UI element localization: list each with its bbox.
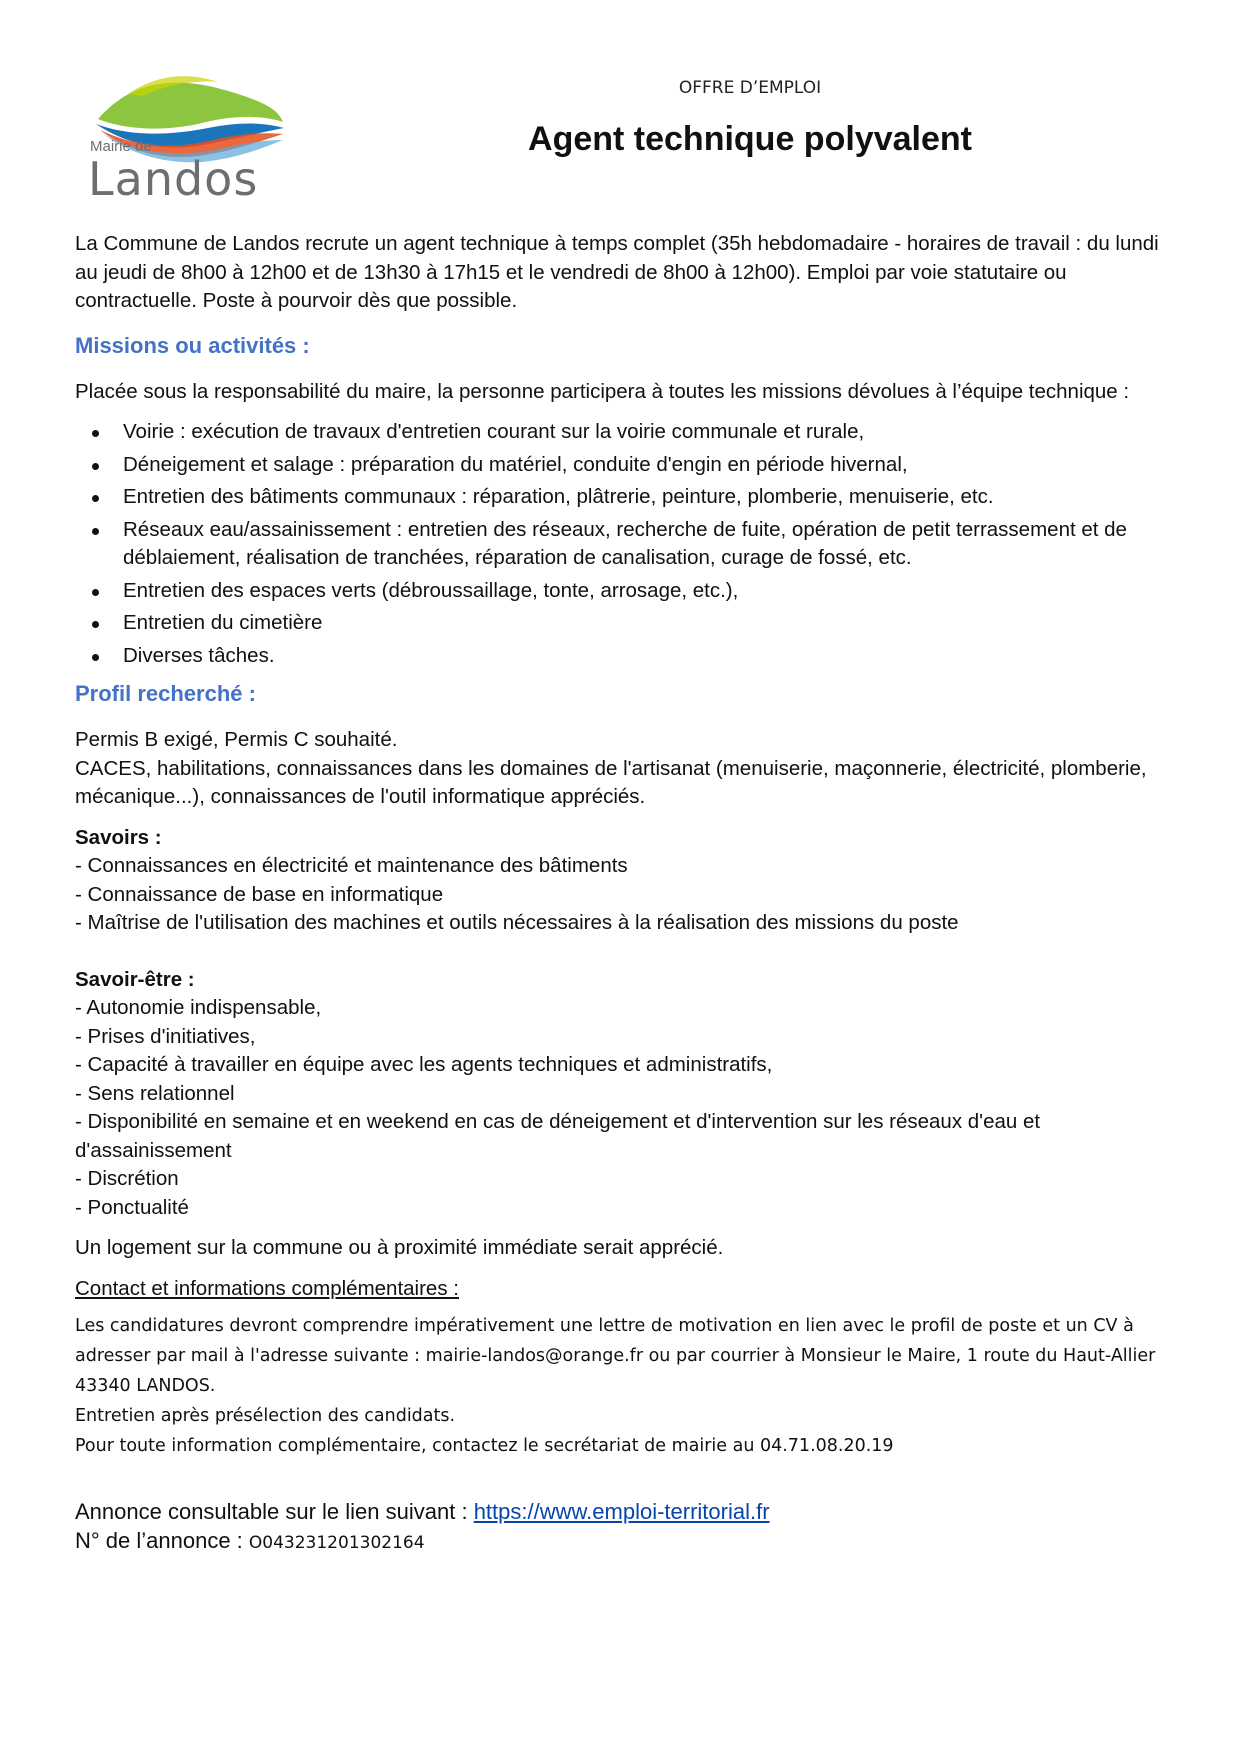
savoir-etre-item: - Prises d'initiatives, (75, 1024, 256, 1048)
list-item (75, 577, 1175, 606)
savoirs-item: - Connaissances en électricité et maintenance des bâtiments (75, 854, 628, 877)
footer (75, 1497, 1175, 1558)
contact-details (75, 1311, 1175, 1461)
list-item-text: Entretien des bâtiments communaux : réparation, plâtrerie, peinture, plomberie, menuiserie, etc. (123, 485, 994, 508)
profil-line-1: Permis B exigé, Permis C souhaité. (75, 728, 398, 751)
bullet-icon (92, 621, 99, 628)
annonce-line (75, 1497, 1175, 1526)
savoir-etre-item: - Capacité à travailler en équipe avec les agents techniques et administratifs, (75, 1053, 773, 1076)
savoir-etre-item: - Sens relationnel (75, 1081, 235, 1105)
savoirs-item: - Maîtrise de l'utilisation des machines et outils nécessaires à la réalisation des missions du poste (75, 911, 959, 934)
missions-heading: Missions ou activités : (75, 332, 310, 358)
bullet-icon (92, 528, 99, 535)
list-item-text: Réseaux eau/assainissement : entretien des réseaux, recherche de fuite, opération de petit terrassement et de déblaiement, réalisation de tranchées, réparation de canalisation, curage de fossé, etc. (123, 517, 1127, 569)
list-item (75, 516, 1175, 573)
list-item-text: Diverses tâches. (123, 643, 275, 667)
savoir-etre-item: - Ponctualité (75, 1195, 189, 1219)
list-item-text: Entretien du cimetière (123, 611, 323, 634)
list-item (75, 418, 1175, 447)
list-item (75, 609, 1175, 638)
logo-text-mairie: Mairie de (90, 138, 152, 155)
annonce-link[interactable]: https://www.emploi-territorial.fr (473, 1499, 770, 1524)
reference-number: O043231201302164 (248, 1533, 425, 1553)
bullet-icon (92, 430, 99, 437)
bullet-icon (92, 589, 99, 596)
profil-heading: Profil recherché : (75, 681, 256, 706)
savoir-etre-item: - Autonomie indispensable, (75, 996, 322, 1019)
savoir-etre-label: Savoir-être : (75, 967, 195, 991)
savoirs-item: - Connaissance de base en informatique (75, 882, 444, 906)
annonce-label: Annonce consultable sur le lien suivant : (75, 1499, 474, 1524)
contact-line: Entretien après présélection des candidats. (75, 1406, 456, 1426)
list-item-text: Voirie : exécution de travaux d'entretien courant sur la voirie communale et rurale, (123, 420, 865, 443)
bullet-icon (92, 495, 99, 502)
missions-lead: Placée sous la responsabilité du maire, la personne participera à toutes les missions dévolues à l’équipe technique : (75, 379, 1130, 403)
savoir-etre-item: - Discrétion (75, 1167, 179, 1190)
list-item-text: Entretien des espaces verts (débroussaillage, tonte, arrosage, etc.), (123, 578, 739, 602)
bullet-icon (92, 463, 99, 470)
bullet-icon (92, 654, 99, 661)
page-title: Agent technique polyvalent (528, 120, 972, 158)
reference-label: N° de l’annonce : (75, 1528, 249, 1553)
list-item-text: Déneigement et salage : préparation du matériel, conduite d'engin en période hivernal, (123, 452, 908, 476)
savoirs-label: Savoirs : (75, 825, 162, 849)
document-body (75, 230, 1175, 1558)
reference-line (75, 1526, 1175, 1558)
missions-list (75, 418, 1175, 670)
intro-paragraph: La Commune de Landos recrute un agent technique à temps complet (35h hebdomadaire - horaires de travail : du lundi au jeudi de 8h00 à 12h00 et de 13h30 à 17h15 et le vendredi de 8h00 à 12h00). Emploi par voie statutaire ou contractuelle. Poste à pourvoir dès que possible. (75, 232, 1159, 312)
contact-heading: Contact et informations complémentaires : (75, 1276, 459, 1300)
savoir-etre-item: - Disponibilité en semaine et en weekend en cas de déneigement et d'intervention sur les réseaux d'eau et d'assainissement (75, 1110, 1041, 1162)
list-item (75, 483, 1175, 512)
logement-note: Un logement sur la commune ou à proximité immédiate serait apprécié. (75, 1236, 724, 1259)
contact-line: Les candidatures devront comprendre impérativement une lettre de motivation en lien avec le profil de poste et un CV à adresser par mail à l'adresse suivante : mairie-landos@orange.fr ou par courrier à Monsieur le Maire, 1 route du Haut-Allier 43340 LANDOS. (75, 1316, 1156, 1396)
profil-line-2: CACES, habilitations, connaissances dans les domaines de l'artisanat (menuiserie, maçonnerie, électricité, plomberie, mécanique...), connaissances de l'outil informatique appréciés. (75, 756, 1147, 808)
offer-kicker: OFFRE D’EMPLOI (678, 78, 822, 98)
spacer (75, 938, 1175, 966)
contact-line: Pour toute information complémentaire, contactez le secrétariat de mairie au 04.71.08.20.19 (75, 1436, 894, 1456)
list-item (75, 642, 1175, 671)
logo-text-landos: Landos (88, 152, 259, 206)
list-item (75, 451, 1175, 480)
